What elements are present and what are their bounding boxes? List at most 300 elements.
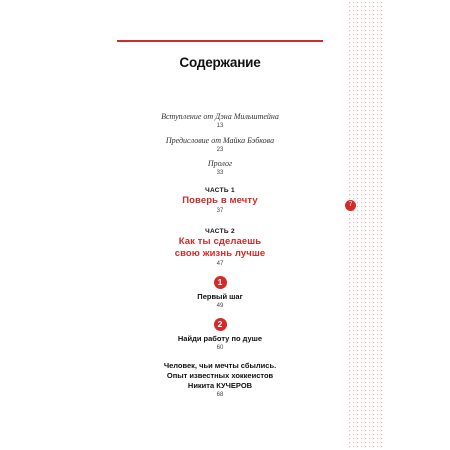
- pattern-dot: [365, 130, 366, 131]
- pattern-dot: [353, 410, 354, 411]
- pattern-dot: [369, 390, 370, 391]
- pattern-dot: [381, 210, 382, 211]
- pattern-dot: [373, 206, 374, 207]
- pattern-dot: [365, 394, 366, 395]
- pattern-dot: [357, 258, 358, 259]
- pattern-dot: [357, 158, 358, 159]
- pattern-dot: [377, 414, 378, 415]
- pattern-dot: [357, 170, 358, 171]
- pattern-dot: [365, 410, 366, 411]
- pattern-dot: [361, 206, 362, 207]
- pattern-dot: [353, 298, 354, 299]
- pattern-dot: [381, 126, 382, 127]
- pattern-dot: [381, 406, 382, 407]
- pattern-dot: [369, 342, 370, 343]
- pattern-dot: [373, 390, 374, 391]
- pattern-dot: [377, 370, 378, 371]
- pattern-dot: [377, 374, 378, 375]
- pattern-dot: [373, 162, 374, 163]
- pattern-dot: [377, 434, 378, 435]
- pattern-dot: [361, 402, 362, 403]
- pattern-dot: [361, 422, 362, 423]
- pattern-dot: [349, 354, 350, 355]
- pattern-dot: [365, 266, 366, 267]
- pattern-dot: [349, 338, 350, 339]
- pattern-dot: [377, 58, 378, 59]
- pattern-dot: [349, 14, 350, 15]
- pattern-dot: [369, 186, 370, 187]
- pattern-dot: [349, 410, 350, 411]
- pattern-dot: [377, 446, 378, 447]
- pattern-dot: [361, 338, 362, 339]
- pattern-dot: [349, 282, 350, 283]
- toc-entry: [117, 159, 323, 178]
- pattern-dot: [349, 334, 350, 335]
- pattern-dot: [381, 354, 382, 355]
- pattern-dot: [377, 442, 378, 443]
- pattern-dot: [373, 406, 374, 407]
- pattern-dot: [373, 86, 374, 87]
- pattern-dot: [353, 30, 354, 31]
- pattern-dot: [365, 442, 366, 443]
- pattern-dot: [369, 314, 370, 315]
- pattern-dot: [349, 94, 350, 95]
- pattern-dot: [369, 258, 370, 259]
- pattern-dot: [353, 198, 354, 199]
- pattern-dot: [349, 366, 350, 367]
- pattern-dot: [361, 174, 362, 175]
- pattern-dot: [369, 94, 370, 95]
- pattern-dot: [353, 350, 354, 351]
- pattern-dot: [365, 334, 366, 335]
- pattern-dot: [373, 78, 374, 79]
- pattern-dot: [353, 86, 354, 87]
- pattern-dot: [349, 350, 350, 351]
- pattern-dot: [361, 302, 362, 303]
- pattern-dot: [373, 258, 374, 259]
- pattern-dot: [349, 86, 350, 87]
- pattern-dot: [357, 114, 358, 115]
- pattern-dot: [349, 374, 350, 375]
- pattern-dot: [361, 54, 362, 55]
- pattern-dot: [349, 170, 350, 171]
- pattern-dot: [377, 438, 378, 439]
- pattern-dot: [381, 206, 382, 207]
- pattern-dot: [377, 234, 378, 235]
- pattern-dot: [357, 274, 358, 275]
- pattern-dot: [353, 74, 354, 75]
- pattern-dot: [365, 186, 366, 187]
- pattern-dot: [361, 146, 362, 147]
- pattern-dot: [357, 386, 358, 387]
- pattern-dot: [373, 26, 374, 27]
- pattern-dot: [357, 402, 358, 403]
- pattern-dot: [361, 406, 362, 407]
- pattern-dot: [353, 366, 354, 367]
- pattern-dot: [381, 430, 382, 431]
- toc-step: [117, 318, 323, 353]
- pattern-dot: [361, 98, 362, 99]
- pattern-dot: [361, 358, 362, 359]
- pattern-dot: [377, 226, 378, 227]
- pattern-dot: [353, 142, 354, 143]
- pattern-dot: [361, 122, 362, 123]
- pattern-dot: [369, 214, 370, 215]
- pattern-dot: [373, 226, 374, 227]
- pattern-dot: [377, 50, 378, 51]
- pattern-dot: [353, 226, 354, 227]
- pattern-dot: [361, 426, 362, 427]
- closing-line-1: Человек, чьи мечты сбылись.: [163, 361, 277, 370]
- pattern-dot: [373, 366, 374, 367]
- pattern-dot: [373, 158, 374, 159]
- pattern-dot: [377, 322, 378, 323]
- pattern-dot: [353, 222, 354, 223]
- pattern-dot: [361, 294, 362, 295]
- pattern-dot: [377, 122, 378, 123]
- pattern-dot: [377, 426, 378, 427]
- pattern-dot: [381, 142, 382, 143]
- pattern-dot: [353, 386, 354, 387]
- pattern-dot: [361, 194, 362, 195]
- pattern-dot: [365, 402, 366, 403]
- pattern-dot: [361, 322, 362, 323]
- pattern-dot: [369, 18, 370, 19]
- pattern-dot: [361, 58, 362, 59]
- pattern-dot: [369, 30, 370, 31]
- pattern-dot: [353, 174, 354, 175]
- pattern-dot: [365, 18, 366, 19]
- pattern-dot: [365, 258, 366, 259]
- pattern-dot: [377, 46, 378, 47]
- pattern-dot: [373, 418, 374, 419]
- pattern-dot: [369, 334, 370, 335]
- pattern-dot: [349, 154, 350, 155]
- pattern-dot: [369, 406, 370, 407]
- pattern-dot: [353, 418, 354, 419]
- pattern-dot: [381, 398, 382, 399]
- pattern-dot: [353, 230, 354, 231]
- table-of-contents: [117, 0, 323, 450]
- pattern-dot: [353, 426, 354, 427]
- pattern-dot: [365, 250, 366, 251]
- toc-entry-page: 49: [216, 303, 224, 309]
- pattern-dot: [361, 290, 362, 291]
- pattern-dot: [365, 82, 366, 83]
- pattern-dot: [381, 86, 382, 87]
- pattern-dot: [381, 434, 382, 435]
- pattern-dot: [373, 14, 374, 15]
- pattern-dot: [349, 262, 350, 263]
- pattern-dot: [365, 78, 366, 79]
- pattern-dot: [349, 38, 350, 39]
- pattern-dot: [373, 70, 374, 71]
- pattern-dot: [353, 134, 354, 135]
- pattern-dot: [365, 10, 366, 11]
- pattern-dot: [369, 110, 370, 111]
- part-title-line-1: Как ты сделаешь: [178, 236, 262, 247]
- pattern-dot: [357, 38, 358, 39]
- pattern-dot: [365, 242, 366, 243]
- pattern-dot: [373, 98, 374, 99]
- pattern-dot: [353, 46, 354, 47]
- pattern-dot: [357, 430, 358, 431]
- pattern-dot: [377, 326, 378, 327]
- pattern-dot: [377, 130, 378, 131]
- pattern-dot: [361, 386, 362, 387]
- pattern-dot: [365, 326, 366, 327]
- pattern-dot: [377, 266, 378, 267]
- pattern-dot: [349, 178, 350, 179]
- pattern-dot: [361, 246, 362, 247]
- pattern-dot: [381, 230, 382, 231]
- pattern-dot: [369, 118, 370, 119]
- pattern-dot: [353, 118, 354, 119]
- pattern-dot: [353, 114, 354, 115]
- pattern-dot: [377, 182, 378, 183]
- pattern-dot: [353, 254, 354, 255]
- pattern-dot: [381, 82, 382, 83]
- pattern-dot: [377, 382, 378, 383]
- pattern-dot: [365, 378, 366, 379]
- pattern-dot: [353, 438, 354, 439]
- pattern-dot: [369, 366, 370, 367]
- pattern-dot: [349, 50, 350, 51]
- pattern-dot: [381, 30, 382, 31]
- pattern-dot: [349, 406, 350, 407]
- pattern-dot: [361, 14, 362, 15]
- pattern-dot: [357, 18, 358, 19]
- pattern-dot: [377, 18, 378, 19]
- pattern-dot: [361, 142, 362, 143]
- pattern-dot: [365, 418, 366, 419]
- pattern-dot: [353, 382, 354, 383]
- pattern-dot: [381, 254, 382, 255]
- pattern-dot: [369, 46, 370, 47]
- pattern-dot: [381, 34, 382, 35]
- pattern-dot: [369, 194, 370, 195]
- pattern-dot: [349, 194, 350, 195]
- pattern-dot: [353, 306, 354, 307]
- pattern-dot: [369, 86, 370, 87]
- pattern-dot: [349, 234, 350, 235]
- pattern-dot: [353, 126, 354, 127]
- pattern-dot: [381, 234, 382, 235]
- pattern-dot: [361, 162, 362, 163]
- pattern-dot: [369, 350, 370, 351]
- pattern-dot: [381, 322, 382, 323]
- pattern-dot: [361, 134, 362, 135]
- pattern-dot: [369, 346, 370, 347]
- pattern-dot: [349, 126, 350, 127]
- pattern-dot: [369, 250, 370, 251]
- pattern-dot: [373, 146, 374, 147]
- pattern-dot: [357, 142, 358, 143]
- pattern-dot: [381, 378, 382, 379]
- pattern-dot: [369, 226, 370, 227]
- pattern-dot: [373, 182, 374, 183]
- pattern-dot: [357, 42, 358, 43]
- pattern-dot: [381, 98, 382, 99]
- pattern-dot: [369, 270, 370, 271]
- pattern-dot: [353, 62, 354, 63]
- pattern-dot: [377, 162, 378, 163]
- pattern-dot: [365, 166, 366, 167]
- pattern-dot: [373, 222, 374, 223]
- pattern-dot: [365, 150, 366, 151]
- pattern-dot: [349, 22, 350, 23]
- pattern-dot: [377, 298, 378, 299]
- pattern-dot: [381, 70, 382, 71]
- part-title: Поверь в мечту: [182, 195, 258, 206]
- pattern-dot: [369, 54, 370, 55]
- pattern-dot: [361, 182, 362, 183]
- pattern-dot: [357, 46, 358, 47]
- toc-entry-page: 13: [216, 123, 224, 129]
- pattern-dot: [357, 58, 358, 59]
- pattern-dot: [373, 238, 374, 239]
- pattern-dot: [361, 70, 362, 71]
- pattern-dot: [381, 426, 382, 427]
- toc-closing: [117, 361, 323, 400]
- pattern-dot: [381, 402, 382, 403]
- pattern-dot: [361, 218, 362, 219]
- pattern-dot: [377, 74, 378, 75]
- pattern-dot: [349, 394, 350, 395]
- pattern-dot: [361, 30, 362, 31]
- pattern-dot: [381, 298, 382, 299]
- pattern-dot: [357, 154, 358, 155]
- pattern-dot: [369, 202, 370, 203]
- pattern-dot: [365, 362, 366, 363]
- pattern-dot: [361, 26, 362, 27]
- pattern-dot: [353, 94, 354, 95]
- pattern-dot: [349, 422, 350, 423]
- pattern-dot: [365, 230, 366, 231]
- pattern-dot: [349, 386, 350, 387]
- pattern-dot: [365, 14, 366, 15]
- pattern-dot: [353, 146, 354, 147]
- pattern-dot: [373, 286, 374, 287]
- pattern-dot: [361, 46, 362, 47]
- pattern-dot: [357, 382, 358, 383]
- toc-title: Содержание: [179, 55, 261, 70]
- pattern-dot: [349, 58, 350, 59]
- pattern-dot: [361, 374, 362, 375]
- pattern-dot: [377, 114, 378, 115]
- pattern-dot: [381, 238, 382, 239]
- toc-entry-label: Вступление от Дэна Мильштейна: [161, 112, 279, 121]
- pattern-dot: [365, 122, 366, 123]
- pattern-dot: [373, 38, 374, 39]
- pattern-dot: [377, 334, 378, 335]
- pattern-dot: [365, 382, 366, 383]
- pattern-dot: [373, 334, 374, 335]
- pattern-dot: [377, 270, 378, 271]
- pattern-dot: [381, 46, 382, 47]
- pattern-dot: [353, 286, 354, 287]
- pattern-dot: [349, 42, 350, 43]
- pattern-dot: [373, 130, 374, 131]
- pattern-dot: [349, 90, 350, 91]
- pattern-dot: [353, 214, 354, 215]
- pattern-dot: [377, 230, 378, 231]
- pattern-dot: [377, 150, 378, 151]
- pattern-dot: [377, 98, 378, 99]
- pattern-dot: [361, 118, 362, 119]
- pattern-dot: [377, 38, 378, 39]
- pattern-dot: [373, 378, 374, 379]
- pattern-dot: [365, 390, 366, 391]
- pattern-dot: [381, 166, 382, 167]
- pattern-dot: [377, 350, 378, 351]
- pattern-dot: [369, 286, 370, 287]
- pattern-dot: [373, 382, 374, 383]
- toc-entry: [117, 112, 323, 131]
- pattern-dot: [369, 354, 370, 355]
- pattern-dot: [377, 22, 378, 23]
- pattern-dot: [361, 158, 362, 159]
- pattern-dot: [365, 354, 366, 355]
- pattern-dot: [349, 18, 350, 19]
- pattern-dot: [357, 270, 358, 271]
- part-kicker: ЧАСТЬ 1: [205, 187, 235, 194]
- pattern-dot: [353, 98, 354, 99]
- pattern-dot: [381, 102, 382, 103]
- pattern-dot: [357, 254, 358, 255]
- pattern-dot: [361, 446, 362, 447]
- pattern-dot: [377, 342, 378, 343]
- pattern-dot: [381, 246, 382, 247]
- pattern-dot: [377, 386, 378, 387]
- pattern-dot: [353, 274, 354, 275]
- pattern-dot: [365, 290, 366, 291]
- pattern-dot: [369, 62, 370, 63]
- pattern-dot: [361, 106, 362, 107]
- pattern-dot: [357, 74, 358, 75]
- pattern-dot: [349, 434, 350, 435]
- pattern-dot: [357, 346, 358, 347]
- pattern-dot: [353, 330, 354, 331]
- pattern-dot: [377, 26, 378, 27]
- pattern-dot: [369, 254, 370, 255]
- pattern-dot: [361, 350, 362, 351]
- pattern-dot: [353, 78, 354, 79]
- pattern-dot: [373, 74, 374, 75]
- pattern-dot: [357, 202, 358, 203]
- pattern-dot: [361, 214, 362, 215]
- pattern-dot: [357, 374, 358, 375]
- pattern-dot: [365, 342, 366, 343]
- pattern-dot: [357, 182, 358, 183]
- pattern-dot: [365, 386, 366, 387]
- pattern-dot: [373, 174, 374, 175]
- pattern-dot: [381, 250, 382, 251]
- pattern-dot: [365, 318, 366, 319]
- pattern-dot: [365, 38, 366, 39]
- pattern-dot: [377, 42, 378, 43]
- pattern-dot: [353, 302, 354, 303]
- pattern-dot: [365, 434, 366, 435]
- pattern-dot: [365, 278, 366, 279]
- pattern-dot: [365, 282, 366, 283]
- pattern-dot: [365, 238, 366, 239]
- pattern-dot: [349, 30, 350, 31]
- pattern-dot: [357, 310, 358, 311]
- pattern-dot: [373, 386, 374, 387]
- pattern-dot: [357, 34, 358, 35]
- pattern-dot: [349, 110, 350, 111]
